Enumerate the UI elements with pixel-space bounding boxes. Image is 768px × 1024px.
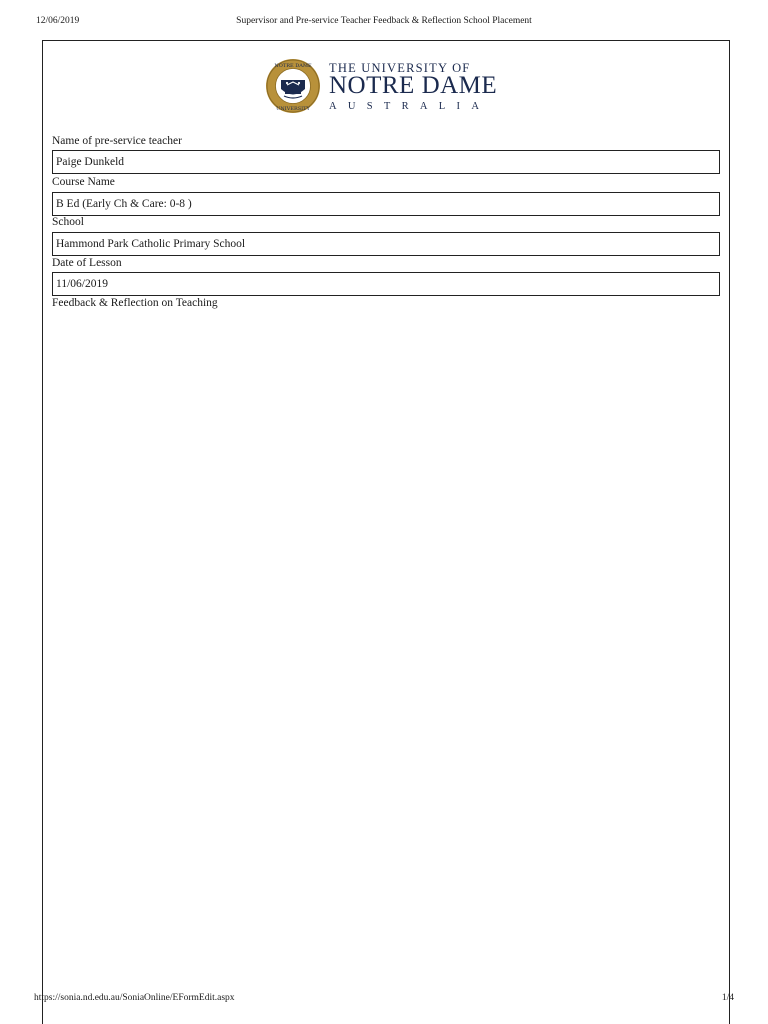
feedback-section-label: Feedback & Reflection on Teaching — [52, 297, 218, 309]
form-frame — [42, 40, 730, 1024]
document-title: Supervisor and Pre-service Teacher Feedback & Reflection School Placement — [236, 16, 532, 26]
page-number: 1/4 — [721, 993, 734, 1003]
school-field[interactable]: Hammond Park Catholic Primary School — [52, 232, 720, 256]
university-wordmark — [329, 62, 505, 113]
print-footer — [0, 993, 768, 1007]
print-header — [0, 16, 768, 30]
university-seal-icon — [265, 58, 321, 114]
wordmark-line-1: THE UNIVERSITY OF — [329, 61, 471, 75]
print-date: 12/06/2019 — [36, 16, 80, 26]
date-field[interactable]: 11/06/2019 — [52, 272, 720, 296]
svg-text:UNIVERSITY: UNIVERSITY — [276, 106, 310, 112]
svg-text:NOTRE DAME: NOTRE DAME — [274, 63, 312, 69]
school-label: School — [52, 216, 84, 228]
name-field[interactable]: Paige Dunkeld — [52, 150, 720, 174]
page-url: https://sonia.nd.edu.au/SoniaOnline/EFormEdit.aspx — [34, 993, 235, 1003]
wordmark-line-2: NOTRE DAME — [329, 72, 498, 99]
university-logo — [263, 58, 503, 116]
wordmark-line-3: AUSTRALIA — [329, 101, 491, 112]
date-label: Date of Lesson — [52, 257, 122, 269]
name-label: Name of pre-service teacher — [52, 135, 182, 147]
course-field[interactable]: B Ed (Early Ch & Care: 0-8 ) — [52, 192, 720, 216]
course-label: Course Name — [52, 176, 115, 188]
